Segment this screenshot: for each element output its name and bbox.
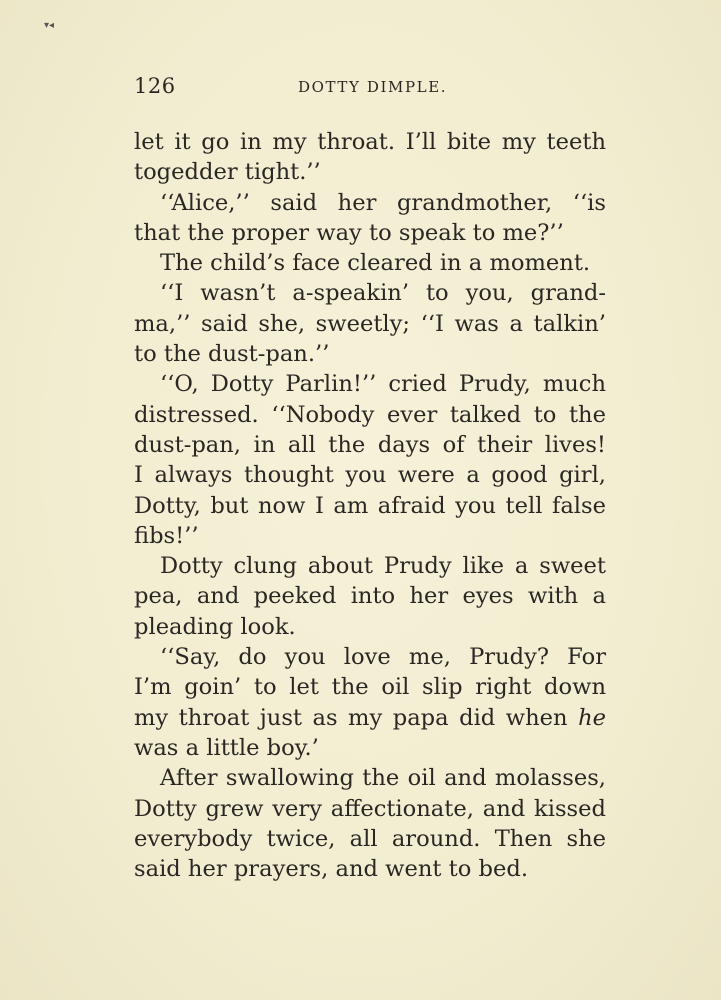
text-line: I always thought you were a good girl,	[134, 462, 606, 489]
text-line: my throat just as my papa did when he	[134, 704, 606, 731]
text-line: that the proper way to speak to me?’’	[134, 219, 564, 246]
text-line: distressed. ‘‘Nobody ever talked to the	[134, 401, 606, 428]
text-line: The child’s face cleared in a moment.	[160, 250, 591, 277]
text-line: I’m goin’ to let the oil slip right down	[134, 674, 606, 701]
corner-mark: ▾◂	[44, 20, 55, 31]
text-line: ‘‘O, Dotty Parlin!’’ cried Prudy, much	[160, 371, 606, 398]
text-line: ‘‘Say, do you love me, Prudy? For	[160, 644, 606, 671]
text-line: let it go in my throat. I’ll bite my teeth	[134, 129, 606, 155]
text-line: to the dust-pan.’’	[134, 341, 330, 368]
text-line: fibs!’’	[134, 522, 199, 549]
text-line: ‘‘Alice,’’ said her grandmother, ‘‘is	[160, 189, 606, 216]
text-line: Dotty, but now I am afraid you tell false	[134, 492, 606, 519]
text-line: dust-pan, in all the days of their lives!	[134, 431, 606, 458]
text-line: pleading look.	[134, 613, 296, 640]
text-line: Dotty grew very affectionate, and kissed	[134, 795, 606, 822]
text-line: was a little boy.’	[134, 734, 319, 761]
text-line: pea, and peeked into her eyes with a	[134, 583, 606, 610]
text-line: said her prayers, and went to bed.	[134, 856, 529, 883]
text-line: ‘‘I wasn’t a-speakin’ to you, grand-	[160, 280, 606, 307]
page-header	[134, 74, 606, 104]
text-line: Dotty clung about Prudy like a sweet	[160, 553, 606, 580]
running-title: DOTTY DIMPLE.	[298, 78, 448, 96]
text-line: After swallowing the oil and molasses,	[160, 765, 606, 792]
emphasis: he	[578, 704, 606, 731]
body-text	[134, 127, 606, 884]
text-line: everybody twice, all around. Then she	[134, 825, 606, 852]
text-line: ma,’’ said she, sweetly; ‘‘I was a talkin’	[134, 310, 606, 337]
page-number: 126	[134, 74, 176, 98]
text-line: togedder tight.’’	[134, 159, 321, 186]
